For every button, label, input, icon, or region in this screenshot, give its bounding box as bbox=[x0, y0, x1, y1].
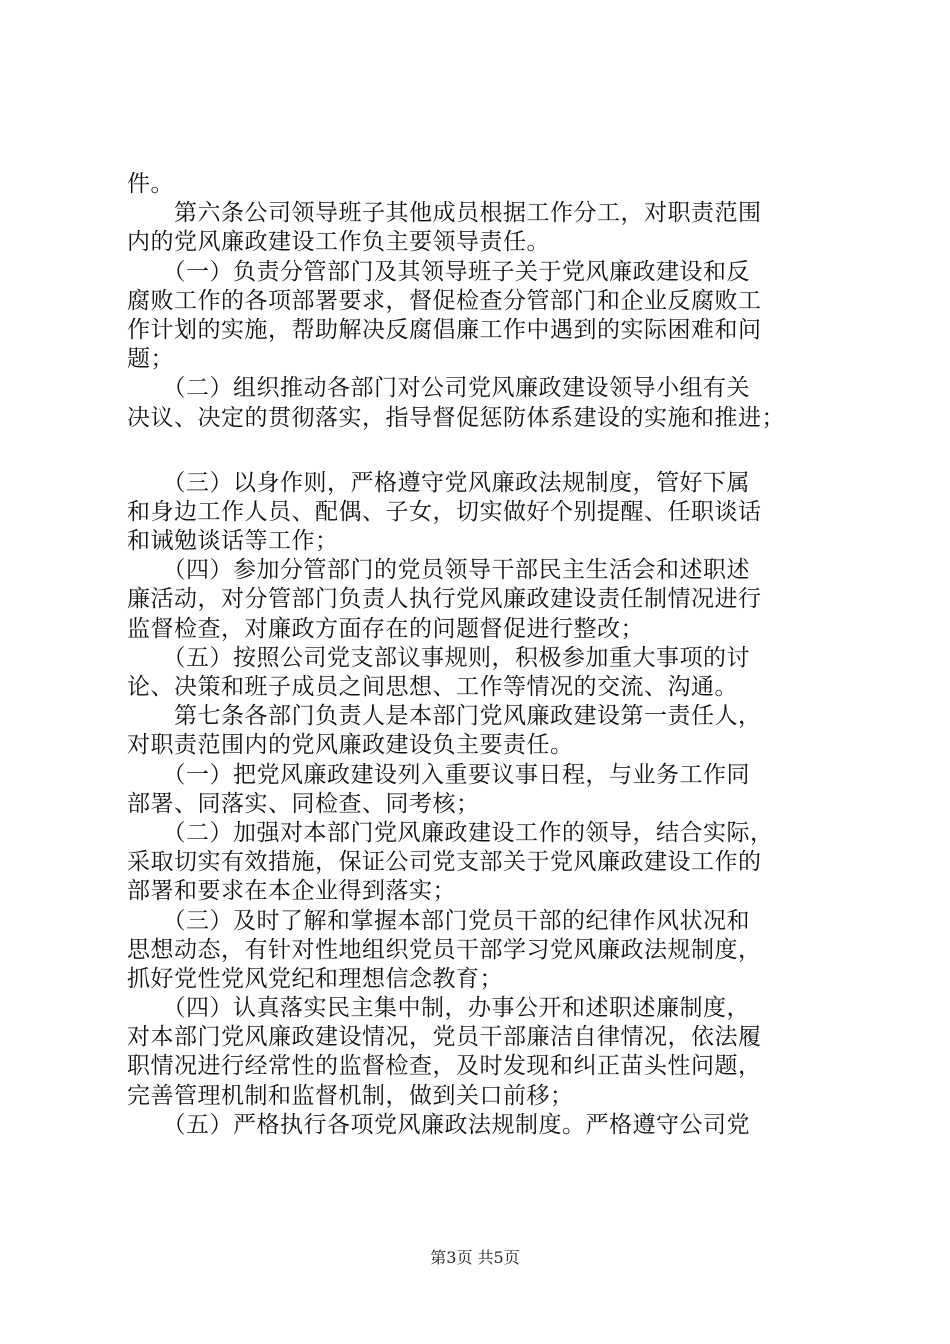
text-line: 部署和要求在本企业得到落实； bbox=[127, 878, 456, 905]
text-line: （五）严格执行各项党风廉政法规制度。严格遵守公司党 bbox=[127, 1111, 750, 1138]
text-line: 内的党风廉政建设工作负主要领导责任。 bbox=[127, 229, 550, 256]
text-line: 对职责范围内的党风廉政建设负主要责任。 bbox=[127, 732, 574, 759]
text-line: 部署、同落实、同检查、同考核； bbox=[127, 790, 480, 817]
text-line: （三）以身作则，严格遵守党风廉政法规制度，管好下属 bbox=[127, 469, 750, 496]
text-line: 和身边工作人员、配偶、子女，切实做好个别提醒、任职谈话 bbox=[127, 498, 762, 525]
text-line: 思想动态，有针对性地组织党员干部学习党风廉政法规制度， bbox=[127, 936, 762, 963]
text-line: （三）及时了解和掌握本部门党员干部的纪律作风状况和 bbox=[127, 907, 750, 934]
text-line: 和诫勉谈话等工作； bbox=[127, 528, 339, 555]
text-block-upper bbox=[127, 170, 835, 433]
text-line: 作计划的实施，帮助解决反腐倡廉工作中遇到的实际困难和问 bbox=[127, 316, 762, 343]
text-line: 廉活动，对分管部门负责人执行党风廉政建设责任制情况进行 bbox=[127, 586, 762, 613]
text-line: 腐败工作的各项部署要求，督促检查分管部门和企业反腐败工 bbox=[127, 287, 762, 314]
text-line: （二）加强对本部门党风廉政建设工作的领导，结合实际， bbox=[127, 819, 774, 846]
text-line: （四）参加分管部门的党员领导干部民主生活会和述职述 bbox=[127, 557, 750, 584]
text-line: 题； bbox=[127, 346, 174, 373]
text-line: 第六条公司领导班子其他成员根据工作分工，对职责范围 bbox=[127, 200, 762, 227]
text-block-lower bbox=[127, 469, 835, 1140]
text-line: 件。 bbox=[127, 171, 174, 197]
text-line: 采取切实有效措施，保证公司党支部关于党风廉政建设工作的 bbox=[127, 849, 762, 876]
text-line: 完善管理机制和监督机制，做到关口前移； bbox=[127, 1082, 574, 1109]
text-line: （一）把党风廉政建设列入重要议事日程，与业务工作同 bbox=[127, 761, 750, 788]
text-line: （二）组织推动各部门对公司党风廉政建设领导小组有关 bbox=[127, 375, 750, 402]
text-line: 职情况进行经常性的监督检查，及时发现和纠正苗头性问题， bbox=[127, 1053, 762, 1080]
text-line: 第七条各部门负责人是本部门党风廉政建设第一责任人， bbox=[127, 703, 762, 730]
text-line: 监督检查，对廉政方面存在的问题督促进行整改； bbox=[127, 615, 644, 642]
text-line: 对本部门党风廉政建设情况，党员干部廉洁自律情况，依法履 bbox=[127, 1024, 762, 1051]
text-line: 论、决策和班子成员之间思想、工作等情况的交流、沟通。 bbox=[127, 674, 738, 700]
text-line: （一）负责分管部门及其领导班子关于党风廉政建设和反 bbox=[127, 258, 750, 285]
paragraph-gap bbox=[127, 433, 835, 469]
text-line: （五）按照公司党支部议事规则，积极参加重大事项的讨 bbox=[127, 644, 750, 671]
text-line: 抓好党性党风党纪和理想信念教育； bbox=[127, 965, 503, 992]
document-body bbox=[127, 170, 835, 1140]
text-line: （四）认真落实民主集中制，办事公开和述职述廉制度， bbox=[127, 995, 750, 1022]
text-line: 决议、决定的贯彻落实，指导督促惩防体系建设的实施和推进； bbox=[127, 404, 785, 431]
page-number-footer: 第3页 共5页 bbox=[430, 1248, 520, 1267]
